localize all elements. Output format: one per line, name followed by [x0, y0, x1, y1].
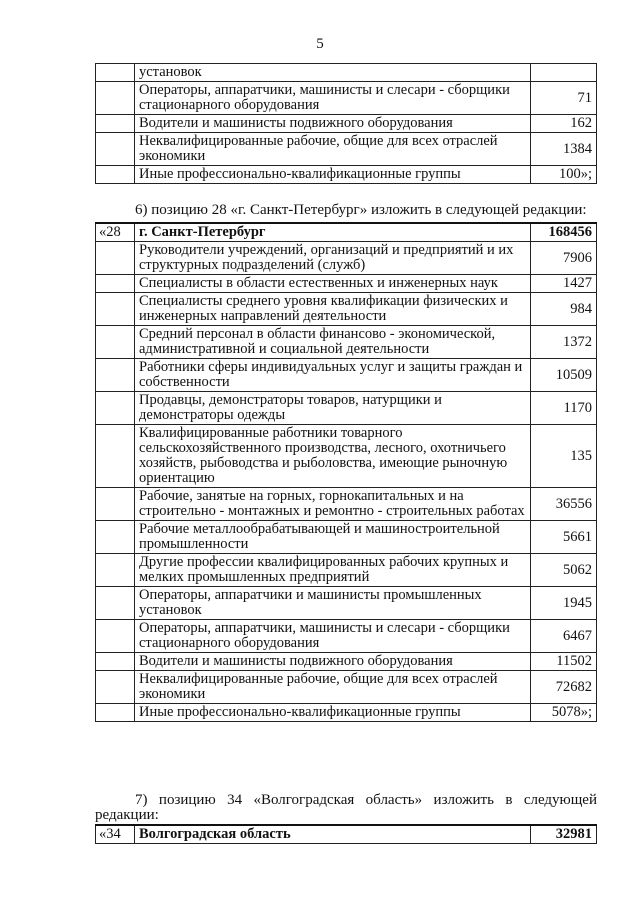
- table-row: [96, 275, 597, 293]
- row-code-cell: [96, 326, 135, 359]
- occupation-name: Специалисты в области естественных и инженерных наук: [135, 275, 531, 293]
- occupation-value: [531, 64, 597, 82]
- row-code-cell: [96, 133, 135, 166]
- table-row: [96, 242, 597, 275]
- occupation-name: Водители и машинисты подвижного оборудования: [135, 115, 531, 133]
- table-row: [96, 359, 597, 392]
- occupation-value: 72682: [531, 671, 597, 704]
- occupation-value: 6467: [531, 620, 597, 653]
- occupation-name: Иные профессионально-квалификационные группы: [135, 166, 531, 184]
- volgograd-code: «34: [96, 825, 135, 844]
- occupation-name: Работники сферы индивидуальных услуг и защиты граждан и собственности: [135, 359, 531, 392]
- row-code-cell: [96, 82, 135, 115]
- occupation-name: Квалифицированные работники товарного сельскохозяйственного производства, лесного, охотничьего хозяйств, рыбоводства и рыболовства, имеющие рыночную ориентацию: [135, 425, 531, 488]
- occupation-name: Руководители учреждений, организаций и предприятий и их структурных подразделений (служб): [135, 242, 531, 275]
- row-code-cell: [96, 293, 135, 326]
- row-code-cell: [96, 425, 135, 488]
- occupation-name: установок: [135, 64, 531, 82]
- occupation-name: Неквалифицированные рабочие, общие для всех отраслей экономики: [135, 133, 531, 166]
- continued-table: [95, 63, 597, 184]
- table-row: [96, 115, 597, 133]
- volgograd-region-row: [96, 825, 597, 844]
- occupation-name: Операторы, аппаратчики и машинисты промышленных установок: [135, 587, 531, 620]
- row-code-cell: [96, 64, 135, 82]
- occupation-name: Операторы, аппаратчики, машинисты и слесари - сборщики стационарного оборудования: [135, 82, 531, 115]
- row-code-cell: [96, 359, 135, 392]
- occupation-value: 1170: [531, 392, 597, 425]
- occupation-value: 7906: [531, 242, 597, 275]
- page-number: 5: [316, 36, 324, 52]
- occupation-name: Иные профессионально-квалификационные группы: [135, 704, 531, 722]
- table-row: [96, 704, 597, 722]
- occupation-value: 10509: [531, 359, 597, 392]
- occupation-name: Рабочие металлообрабатывающей и машиностроительной промышленности: [135, 521, 531, 554]
- occupation-value: 5062: [531, 554, 597, 587]
- spb-region-row: [96, 223, 597, 242]
- occupation-name: Операторы, аппаратчики, машинисты и слесари - сборщики стационарного оборудования: [135, 620, 531, 653]
- table-row: [96, 392, 597, 425]
- table-row: [96, 521, 597, 554]
- table-row: [96, 326, 597, 359]
- occupation-value: 135: [531, 425, 597, 488]
- paragraph-6: 6) позицию 28 «г. Санкт-Петербург» изложить в следующей редакции:: [135, 202, 587, 218]
- table-row: [96, 293, 597, 326]
- row-code-cell: [96, 671, 135, 704]
- row-code-cell: [96, 587, 135, 620]
- row-code-cell: [96, 392, 135, 425]
- occupation-value: 71: [531, 82, 597, 115]
- row-code-cell: [96, 115, 135, 133]
- row-code-cell: [96, 521, 135, 554]
- table-row: [96, 133, 597, 166]
- paragraph-7: 7) позицию 34 «Волгоградская область» изложить в следующей редакции:: [95, 792, 597, 823]
- occupation-name: Продавцы, демонстраторы товаров, натурщики и демонстраторы одежды: [135, 392, 531, 425]
- spb-table: [95, 222, 597, 722]
- occupation-name: Водители и машинисты подвижного оборудования: [135, 653, 531, 671]
- row-code-cell: [96, 554, 135, 587]
- spb-total: 168456: [531, 223, 597, 242]
- table-row: [96, 587, 597, 620]
- row-code-cell: [96, 488, 135, 521]
- occupation-value: 11502: [531, 653, 597, 671]
- occupation-value: 5661: [531, 521, 597, 554]
- occupation-value: 1384: [531, 133, 597, 166]
- row-code-cell: [96, 242, 135, 275]
- table-row: [96, 620, 597, 653]
- spb-region-name: г. Санкт-Петербург: [135, 223, 531, 242]
- row-code-cell: [96, 166, 135, 184]
- volgograd-total: 32981: [531, 825, 597, 844]
- table-row: [96, 166, 597, 184]
- row-code-cell: [96, 620, 135, 653]
- occupation-value: 162: [531, 115, 597, 133]
- occupation-value: 5078»;: [531, 704, 597, 722]
- row-code-cell: [96, 704, 135, 722]
- occupation-value: 100»;: [531, 166, 597, 184]
- occupation-name: Неквалифицированные рабочие, общие для всех отраслей экономики: [135, 671, 531, 704]
- table-row: [96, 425, 597, 488]
- table-row: [96, 653, 597, 671]
- occupation-value: 1372: [531, 326, 597, 359]
- occupation-name: Специалисты среднего уровня квалификации физических и инженерных направлений деятельности: [135, 293, 531, 326]
- table-row: [96, 488, 597, 521]
- occupation-value: 36556: [531, 488, 597, 521]
- occupation-value: 1427: [531, 275, 597, 293]
- occupation-name: Другие профессии квалифицированных рабочих крупных и мелких промышленных предприятий: [135, 554, 531, 587]
- occupation-value: 1945: [531, 587, 597, 620]
- row-code-cell: [96, 275, 135, 293]
- table-row: [96, 554, 597, 587]
- continued-table-body: [96, 64, 597, 184]
- table-row: [96, 671, 597, 704]
- spb-table-body: [96, 223, 597, 722]
- volgograd-table: [95, 824, 597, 844]
- occupation-name: Средний персонал в области финансово - экономической, административной и социальной деятельности: [135, 326, 531, 359]
- row-code-cell: [96, 653, 135, 671]
- table-row: [96, 82, 597, 115]
- occupation-name: Рабочие, занятые на горных, горнокапитальных и на строительно - монтажных и ремонтно - строительных работах: [135, 488, 531, 521]
- volgograd-region-name: Волгоградская область: [135, 825, 531, 844]
- table-row: [96, 64, 597, 82]
- occupation-value: 984: [531, 293, 597, 326]
- spb-code: «28: [96, 223, 135, 242]
